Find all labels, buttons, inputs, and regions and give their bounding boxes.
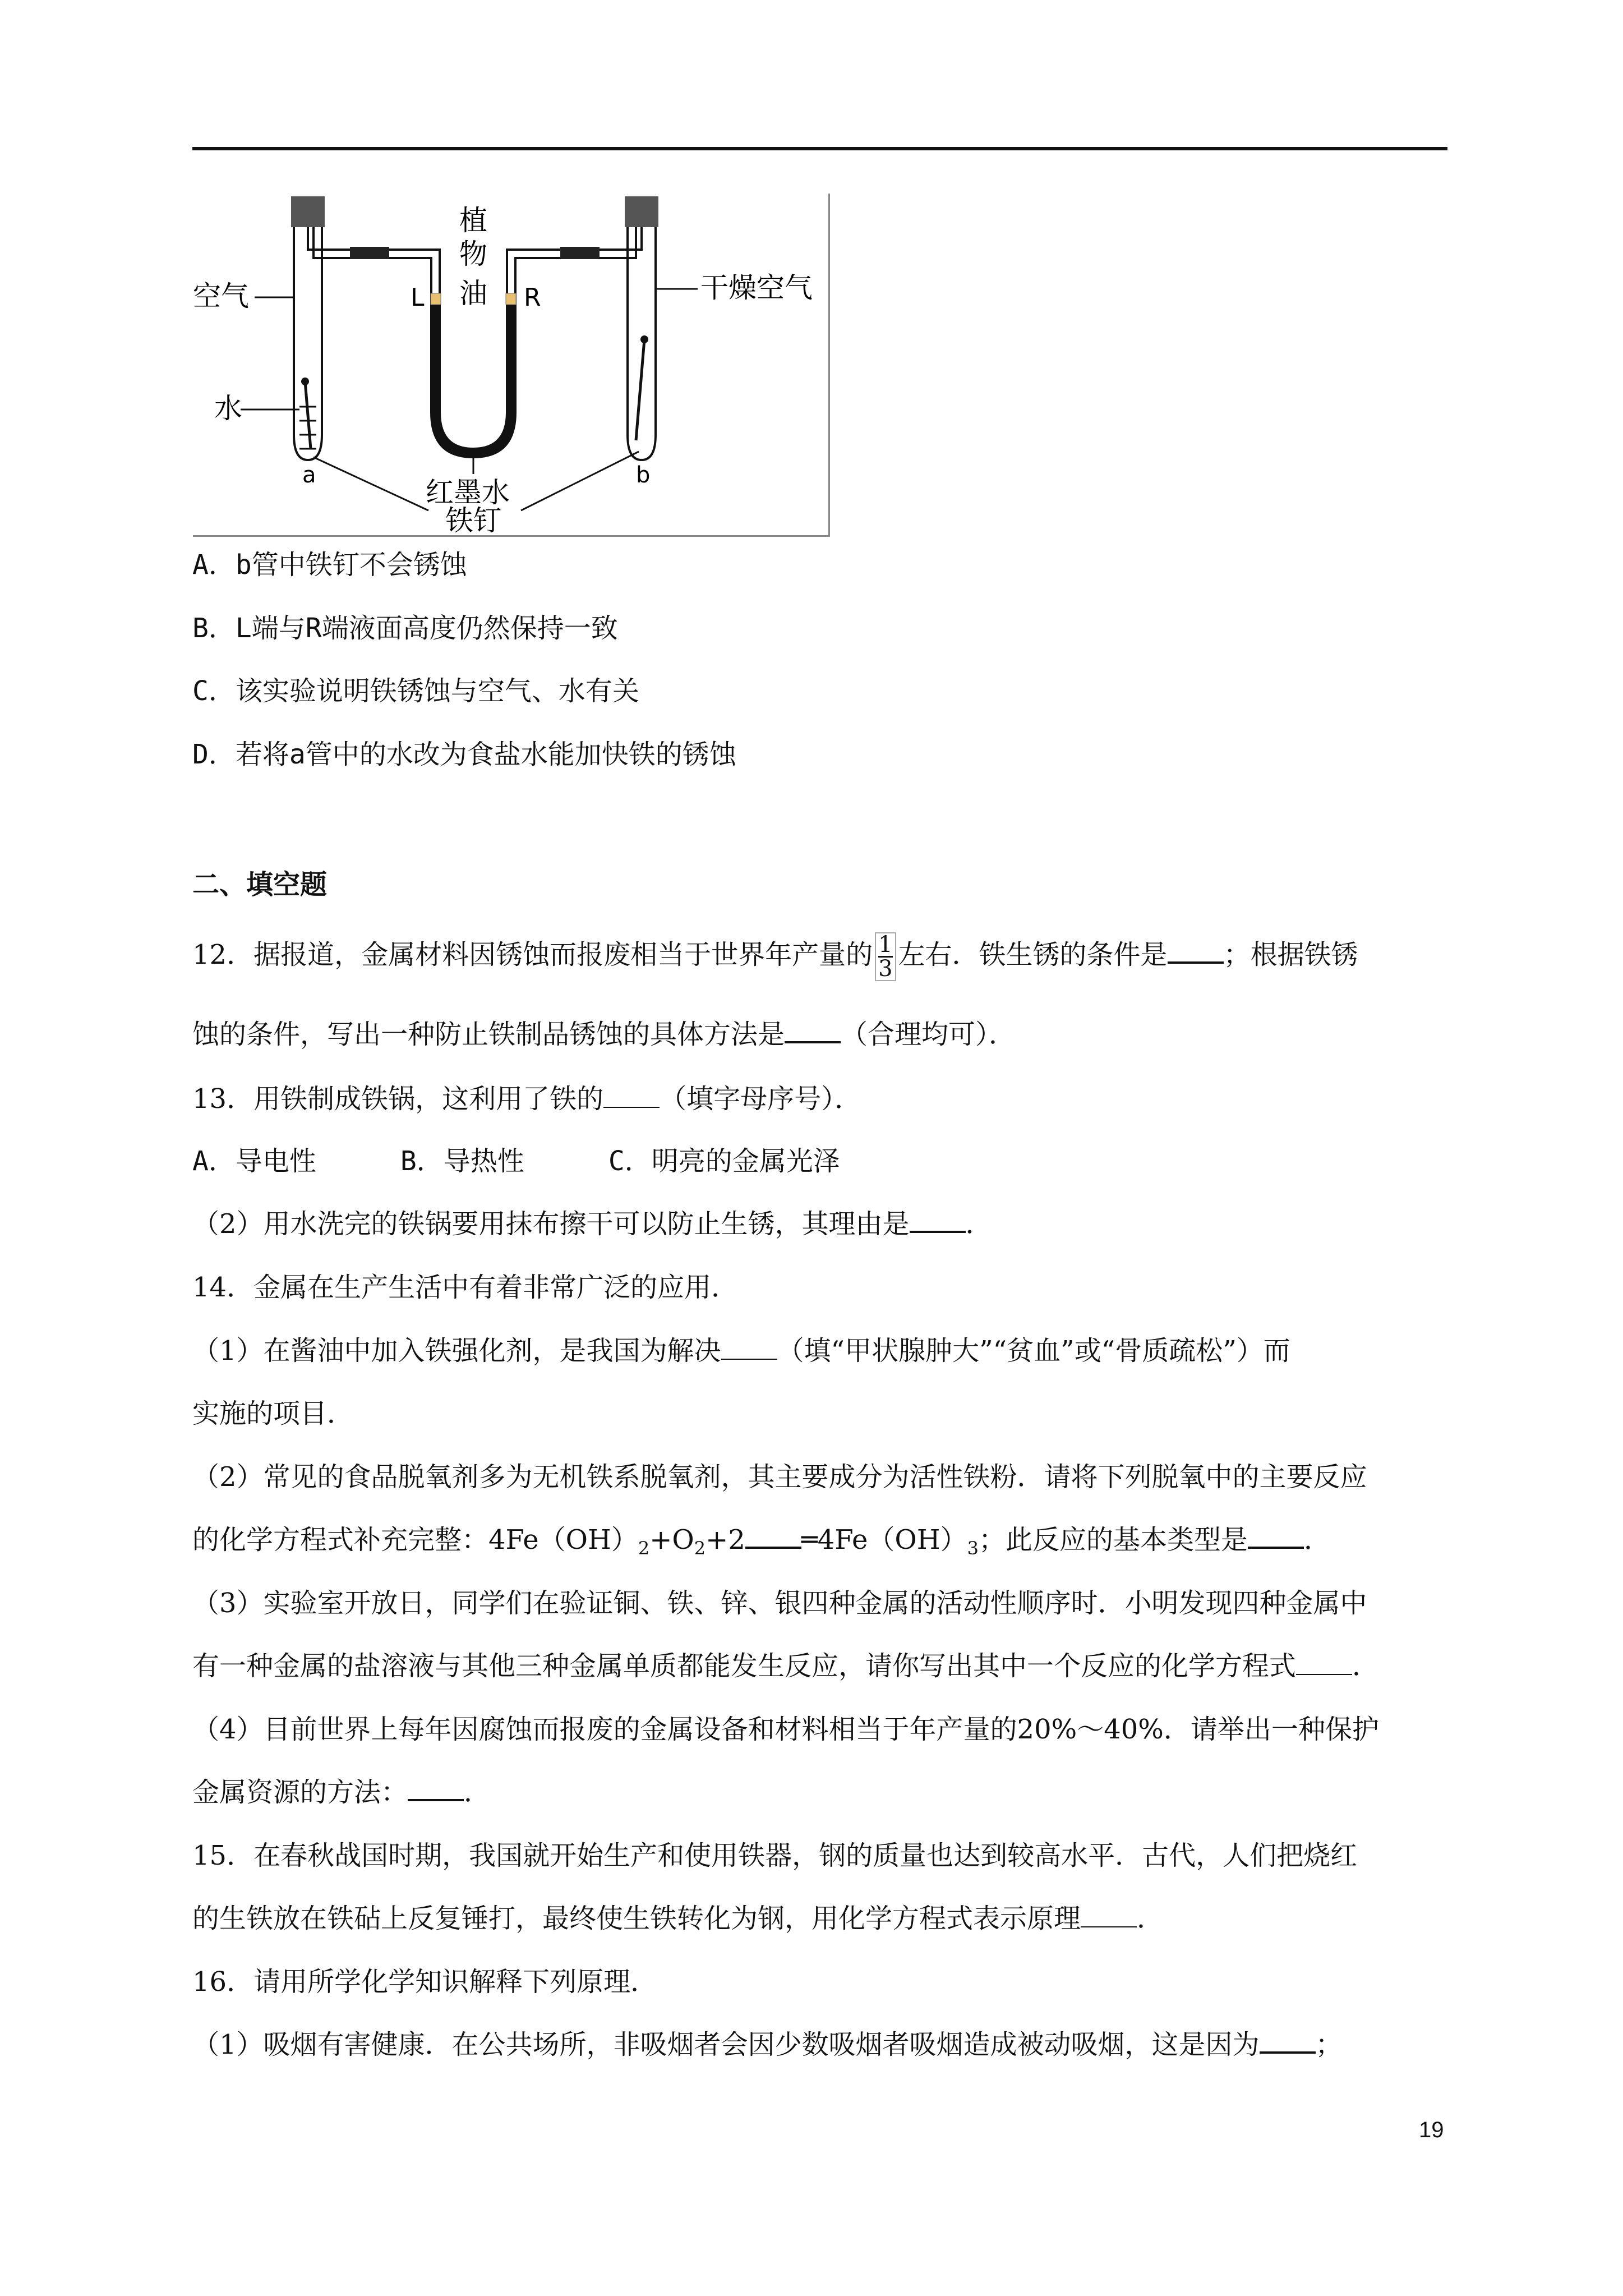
oil-left <box>431 293 441 305</box>
question-14-part-2-equation: 的化学方程式补充完整：$4Fe(OH)_2+O_2+2$ $═4Fe(OH)_3$；此反应的基本类型是 ． <box>192 1522 1331 1566</box>
test-tube-b <box>628 227 656 460</box>
label-red-ink: 红墨水 <box>426 476 510 509</box>
label-iron-nail: 铁钉 <box>445 504 501 537</box>
question-14-part-1-cont: 实施的项目． <box>192 1398 354 1429</box>
iron-nail-b <box>636 339 644 440</box>
page-number: 19 <box>1419 2118 1444 2142</box>
answer-blank[interactable] <box>1081 1902 1137 1927</box>
option-c: C．该实验说明铁锈蚀与空气、水有关 <box>192 675 639 707</box>
label-r-end: R <box>524 283 541 312</box>
option-b: B．L端与R端液面高度仍然保持一致 <box>192 613 618 644</box>
question-15-line-1: 15．在春秋战国时期，我国就开始生产和使用铁器，钢的质量也达到较高水平．古代，人们把烧红 <box>192 1840 1358 1871</box>
answer-blank[interactable] <box>603 1082 660 1108</box>
label-plant-oil-3: 油 <box>459 277 487 310</box>
answer-blank[interactable] <box>1248 1522 1304 1549</box>
rubber-tube-right <box>560 247 600 259</box>
question-14-part-3-cont: 有一种金属的盐溶液与其他三种金属单质都能发生反应，请你写出其中一个反应的化学方程式 ． <box>192 1650 1380 1682</box>
question-13-options: A．导电性 B．导热性 C．明亮的金属光泽 <box>192 1145 840 1177</box>
label-l-end: L <box>411 283 425 312</box>
label-tube-a: a <box>302 462 316 488</box>
fraction-one-third: $\frac{1}{3}$ <box>875 932 896 981</box>
iron-rust-apparatus-figure <box>193 194 830 537</box>
question-14-part-1: （1）在酱油中加入铁强化剂，是我国为解决 （填“甲状腺肿大”“贫血”或“骨质疏松”）而 <box>192 1335 1290 1366</box>
question-13-line-1: 13．用铁制成铁锅，这利用了铁的 （填字母序号）． <box>192 1083 862 1115</box>
header-rule <box>192 147 1447 150</box>
oil-right <box>506 293 516 305</box>
answer-blank[interactable] <box>408 1774 464 1801</box>
label-water: 水 <box>214 392 242 425</box>
question-16-line-1: 16．请用所学化学知识解释下列原理． <box>192 1966 658 1998</box>
question-14-part-4: （4）目前世界上每年因腐蚀而报废的金属设备和材料相当于年产量的20%～40%．请举出一种保护 <box>192 1714 1379 1745</box>
question-14-part-2: （2）常见的食品脱氧剂多为无机铁系脱氧剂，其主要成分为活性铁粉．请将下列脱氧中的主要反应 <box>192 1461 1367 1493</box>
label-plant-oil-2: 物 <box>459 238 487 270</box>
question-13-part-2: （2）用水洗完的铁锅要用抹布擦干可以防止生锈，其理由是 ． <box>192 1206 993 1242</box>
question-15-line-2: 的生铁放在铁砧上反复锤打，最终使生铁转化为钢，用化学方程式表示原理 ． <box>192 1903 1164 1934</box>
option-a: A．b管中铁钉不会锈蚀 <box>192 549 467 581</box>
stopper-left <box>291 196 325 227</box>
question-14-part-3: （3）实验室开放日，同学们在验证铜、铁、锌、银四种金属的活动性顺序时．小明发现四种金属中 <box>192 1588 1367 1619</box>
answer-blank[interactable] <box>910 1206 966 1233</box>
answer-blank[interactable] <box>1296 1649 1352 1675</box>
label-dry-air: 干燥空气 <box>700 272 813 304</box>
stopper-right <box>625 196 658 227</box>
label-tube-b: b <box>636 462 651 488</box>
rubber-tube-left <box>350 247 389 259</box>
question-14-part-4-cont: 金属资源的方法： ． <box>192 1774 491 1810</box>
iron-nail-a <box>305 381 311 449</box>
question-12-line-1: 12．据报道，金属材料因锈蚀而报废相当于世界年产量的 $\frac{1}{3}$ 左右．铁生锈的条件是 ；根据铁锈 <box>192 932 1358 982</box>
answer-blank[interactable] <box>721 1334 777 1360</box>
question-12-line-2: 蚀的条件，写出一种防止铁制品锈蚀的具体方法是 （合理均可）． <box>192 1016 1016 1052</box>
answer-blank[interactable] <box>785 1016 841 1043</box>
answer-blank[interactable] <box>745 1522 801 1549</box>
label-air: 空气 <box>193 280 249 312</box>
question-14-line-1: 14．金属在生产生活中有着非常广泛的应用． <box>192 1272 739 1303</box>
section-title: 二、填空题 <box>192 869 328 900</box>
label-plant-oil-1: 植 <box>459 204 487 237</box>
answer-blank[interactable] <box>1260 2027 1316 2054</box>
answer-blank[interactable] <box>1168 937 1224 964</box>
red-ink-liquid <box>431 303 515 457</box>
question-16-part-1: （1）吸烟有害健康．在公共场所，非吸烟者会因少数吸烟者吸烟造成被动吸烟，这是因为 ； <box>192 2027 1343 2063</box>
option-d: D．若将a管中的水改为食盐水能加快铁的锈蚀 <box>192 739 736 770</box>
